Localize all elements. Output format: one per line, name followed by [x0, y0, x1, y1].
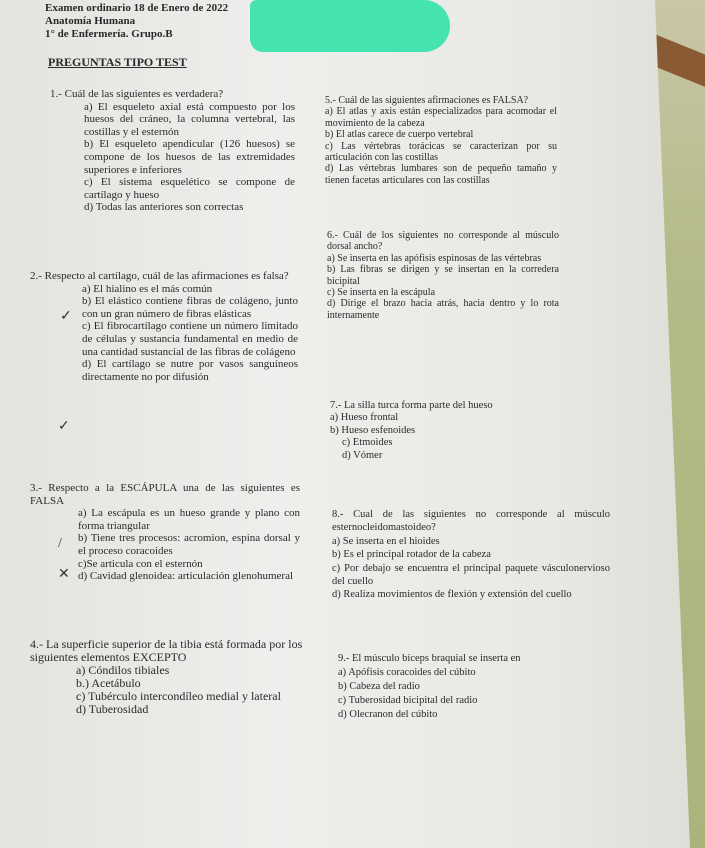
option-c: c) Tubérculo intercondíleo medial y lateral [76, 689, 281, 703]
slash-mark-icon: / [58, 536, 62, 551]
option-c: c) Por debajo se encuentra el principal paquete vásculonervioso del cuello [332, 562, 610, 588]
option-d: d) Todas las anteriores son correctas [84, 201, 244, 214]
option-c: c) Se inserta en la escápula [327, 287, 436, 299]
checkmark-icon: ✓ [60, 309, 72, 324]
option-b: b) Tiene tres procesos: acromion, espina dorsal y el proceso coracoides [78, 532, 300, 557]
option-a: a) El hialino es el más común [82, 282, 213, 295]
section-title: PREGUNTAS TIPO TEST [48, 55, 187, 69]
option-d: d) Cavidad glenoidea: articulación glenohumeral [78, 570, 294, 583]
question-text: 3.- Respecto a la ESCÁPULA una de las siguientes es FALSA [30, 482, 300, 507]
question-4 [30, 638, 310, 716]
question-text: 5.- Cuál de las siguientes afirmaciones es FALSA? [325, 95, 529, 106]
question-text: 1.- Cuál de las siguientes es verdadera? [50, 88, 224, 100]
option-d: d) El cartílago se nutre por vasos sanguíneos directamente no por difusión [82, 358, 298, 383]
option-b: b) El elástico contiene fibras de colágeno, junto con un gran número de fibras elásticas [82, 295, 298, 320]
option-b: b.) Acetábulo [76, 676, 141, 690]
option-b: b) Hueso esfenoides [330, 424, 416, 436]
option-c: c) El fibrocartílago contiene un número limitado de células y sustancia fundamental en medio de una cantidad sustancial de las fibras de colágeno [82, 320, 298, 358]
option-c: c) Las vértebras torácicas se caracterizan por su articulación con las costillas [325, 140, 557, 164]
question-text: 8.- Cual de las siguientes no corresponde al músculo esternocleidomastoideo? [332, 509, 610, 534]
question-text: 6.- Cuál de los siguientes no corresponde al músculo dorsal ancho? [327, 230, 559, 253]
option-a: a) Se inserta en el hioides [332, 535, 440, 547]
redaction-scribble [250, 0, 450, 52]
option-d: d) Tuberosidad [76, 702, 149, 716]
option-b: b) Las fibras se dirigen y se insertan en la corredera bicipital [327, 264, 559, 287]
option-c: c) Etmoides [342, 437, 393, 449]
option-a: a) Hueso frontal [330, 412, 399, 424]
option-a: a) El esqueleto axial está compuesto por los huesos del cráneo, la columna vertebral, las costillas y el esternón [84, 100, 295, 138]
option-a: a) Cóndilos tibiales [76, 663, 170, 677]
question-2 [30, 270, 298, 383]
option-d: d) Dirige el brazo hacia atrás, hacia dentro y lo rota internamente [327, 298, 559, 321]
option-d: d) Las vértebras lumbares son de pequeño tamaño y tienen facetas articulares con las costillas [325, 163, 557, 186]
question-text: 9.- El músculo bíceps braquial se inserta en [338, 653, 521, 664]
course-group: 1° de Enfermería. Grupo.B [45, 28, 173, 40]
question-6 [327, 230, 559, 321]
option-c: c)Se articula con el esternón [78, 557, 203, 570]
option-c: c) Tuberosidad bicipital del radio [338, 695, 478, 706]
option-d: d) Olecranon del cúbito [338, 709, 438, 720]
option-a: a) El atlas y axis están especializados para acomodar el movimiento de la cabeza [325, 106, 557, 129]
subject: Anatomía Humana [45, 15, 136, 27]
option-d: d) Vómer [342, 449, 383, 461]
option-b: b) El esqueleto apendicular (126 huesos) se compone de los huesos de las extremidades superiores e inferiores [84, 138, 295, 176]
question-text: 2.- Respecto al cartílago, cuál de las afirmaciones es falsa? [30, 270, 289, 282]
option-d: d) Realiza movimientos de flexión y extensión del cuello [332, 589, 572, 601]
cross-mark-icon: ✕ [58, 567, 70, 582]
question-3 [30, 482, 300, 583]
option-c: c) El sistema esquelético se compone de cartílago y hueso [84, 176, 295, 201]
option-a: a) La escápula es un hueso grande y plano con forma triangular [78, 507, 300, 532]
option-b: b) Cabeza del radio [338, 681, 420, 692]
checkmark-icon: ✓ [58, 419, 70, 434]
question-9 [338, 652, 578, 722]
option-a: a) Se inserta en las apófisis espinosas de las vértebras [327, 252, 542, 264]
option-b: b) Es el principal rotador de la cabeza [332, 549, 491, 561]
question-5 [325, 95, 557, 186]
option-a: a) Apófisis coracoides del cúbito [338, 667, 476, 678]
question-text: 7.- La silla turca forma parte del hueso [330, 400, 493, 411]
exam-title: Examen ordinario 18 de Enero de 2022 [45, 2, 229, 14]
question-text: 4.- La superficie superior de la tibia está formada por los siguientes elementos EXCEPTO [30, 637, 303, 664]
question-8 [332, 508, 610, 602]
question-7 [330, 400, 560, 462]
question-1 [50, 88, 295, 214]
option-b: b) El atlas carece de cuerpo vertebral [325, 129, 474, 141]
